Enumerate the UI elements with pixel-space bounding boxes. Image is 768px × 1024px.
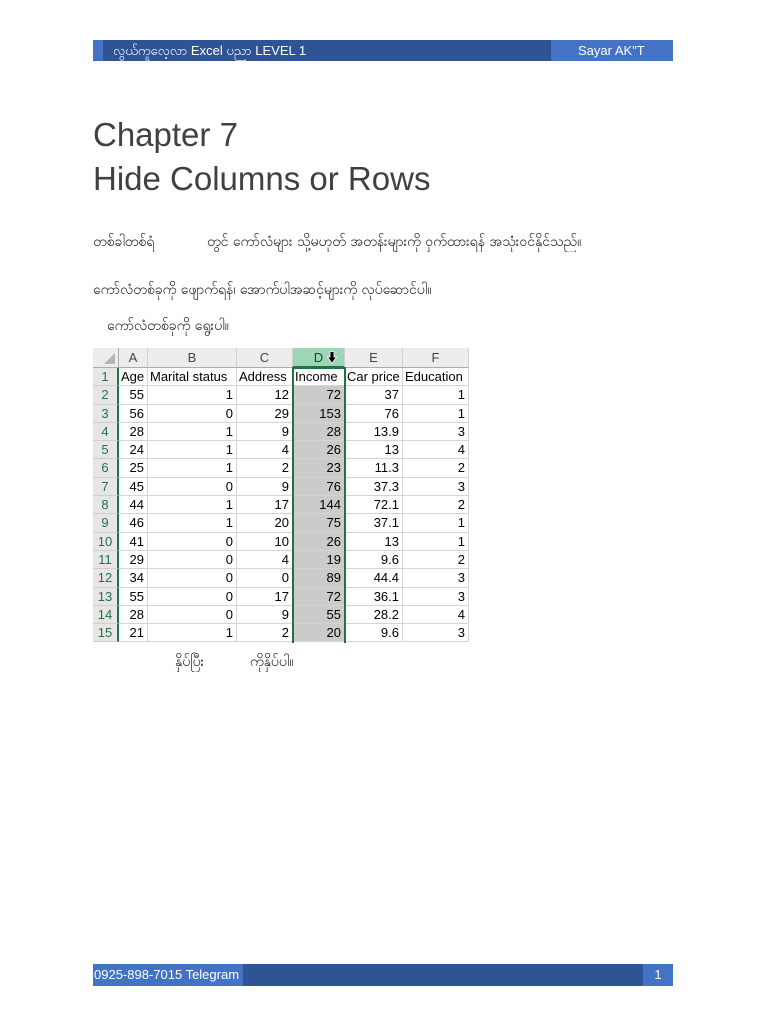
cell-F8: 2 (403, 496, 469, 514)
cell-F10: 1 (403, 533, 469, 551)
cell-C3: 29 (237, 405, 293, 423)
select-all-triangle-icon (104, 353, 115, 364)
cell-C7: 9 (237, 478, 293, 496)
cell-E6: 11.3 (345, 459, 403, 477)
steps-intro-text: ကော်လံတစ်ခုကို ဖျောက်ရန်၊ အောက်ပါအဆင့်များကို လုပ်ဆောင်ပါ။ (93, 282, 432, 298)
cell-C14: 9 (237, 606, 293, 624)
column-header-B: B (148, 348, 237, 368)
row-header-13: 13 (93, 588, 119, 606)
cell-E14: 28.2 (345, 606, 403, 624)
spreadsheet-screenshot (93, 348, 469, 643)
cell-B7: 0 (148, 478, 237, 496)
cell-B6: 1 (148, 459, 237, 477)
cell-C5: 4 (237, 441, 293, 459)
cell-D1: Income (293, 368, 345, 386)
cell-D9: 75 (293, 514, 345, 532)
cell-A5: 24 (119, 441, 148, 459)
row-header-5: 5 (93, 441, 119, 459)
cell-B13: 0 (148, 588, 237, 606)
cell-A3: 56 (119, 405, 148, 423)
row-header-9: 9 (93, 514, 119, 532)
footer-contact: 0925-898-7015 Telegram (94, 967, 240, 982)
cell-C12: 0 (237, 569, 293, 587)
intro-text-end: တွင် ကော်လံများ သို့မဟုတ် အတန်းများကို ဝှက်ထားရန် အသုံးဝင်နိုင်သည်။ (207, 234, 582, 250)
row-header-2: 2 (93, 386, 119, 404)
cell-B15: 1 (148, 624, 237, 642)
cell-D11: 19 (293, 551, 345, 569)
cell-E7: 37.3 (345, 478, 403, 496)
column-header-F: F (403, 348, 469, 368)
header-author: Sayar AK"T (578, 43, 645, 58)
row-header-14: 14 (93, 606, 119, 624)
cell-B3: 0 (148, 405, 237, 423)
cell-A8: 44 (119, 496, 148, 514)
column-header-E: E (345, 348, 403, 368)
cell-D2: 72 (293, 386, 345, 404)
column-header-A: A (119, 348, 148, 368)
cell-B5: 1 (148, 441, 237, 459)
step-1-text: ကော်လံတစ်ခုကို ရွေးပါ။ (107, 318, 229, 334)
intro-text-start: တစ်ခါတစ်ရံ (93, 234, 155, 250)
cell-D4: 28 (293, 423, 345, 441)
cell-C1: Address (237, 368, 293, 386)
cell-F12: 3 (403, 569, 469, 587)
cell-C2: 12 (237, 386, 293, 404)
row-header-1: 1 (93, 368, 119, 386)
cell-C10: 10 (237, 533, 293, 551)
cell-D10: 26 (293, 533, 345, 551)
cell-D14: 55 (293, 606, 345, 624)
cell-A11: 29 (119, 551, 148, 569)
row-header-8: 8 (93, 496, 119, 514)
select-all-corner (93, 348, 119, 368)
cell-E3: 76 (345, 405, 403, 423)
row-header-15: 15 (93, 624, 119, 642)
cell-E9: 37.1 (345, 514, 403, 532)
cell-D8: 144 (293, 496, 345, 514)
cell-A15: 21 (119, 624, 148, 642)
cell-E2: 37 (345, 386, 403, 404)
cell-B2: 1 (148, 386, 237, 404)
cell-A13: 55 (119, 588, 148, 606)
cell-A4: 28 (119, 423, 148, 441)
cell-F7: 3 (403, 478, 469, 496)
chapter-title: Hide Columns or Rows (93, 160, 431, 197)
footer-bar-middle (243, 964, 643, 986)
cell-A7: 45 (119, 478, 148, 496)
cell-B9: 1 (148, 514, 237, 532)
cell-D12: 89 (293, 569, 345, 587)
chapter-heading (93, 113, 673, 201)
cell-A10: 41 (119, 533, 148, 551)
selected-column-outline (292, 367, 346, 643)
cell-B1: Marital status (148, 368, 237, 386)
cell-F11: 2 (403, 551, 469, 569)
row-header-4: 4 (93, 423, 119, 441)
column-header-D: D (293, 348, 345, 368)
row-header-11: 11 (93, 551, 119, 569)
cell-C8: 17 (237, 496, 293, 514)
cell-B11: 0 (148, 551, 237, 569)
cell-E8: 72.1 (345, 496, 403, 514)
cell-F14: 4 (403, 606, 469, 624)
cell-A2: 55 (119, 386, 148, 404)
row-header-12: 12 (93, 569, 119, 587)
cell-C11: 4 (237, 551, 293, 569)
cell-B10: 0 (148, 533, 237, 551)
cell-E11: 9.6 (345, 551, 403, 569)
cell-F13: 3 (403, 588, 469, 606)
cell-A1: Age (119, 368, 148, 386)
cell-F15: 3 (403, 624, 469, 642)
cell-E12: 44.4 (345, 569, 403, 587)
cell-B14: 0 (148, 606, 237, 624)
page-number: 1 (654, 967, 662, 982)
cell-D5: 26 (293, 441, 345, 459)
cell-E13: 36.1 (345, 588, 403, 606)
cell-A6: 25 (119, 459, 148, 477)
cell-B4: 1 (148, 423, 237, 441)
cell-F4: 3 (403, 423, 469, 441)
cell-E15: 9.6 (345, 624, 403, 642)
cell-E4: 13.9 (345, 423, 403, 441)
cell-E10: 13 (345, 533, 403, 551)
cell-D7: 76 (293, 478, 345, 496)
step-2-text-start: နှိပ်ပြီး (175, 654, 205, 670)
row-header-10: 10 (93, 533, 119, 551)
cell-A14: 28 (119, 606, 148, 624)
row-header-3: 3 (93, 405, 119, 423)
cell-D13: 72 (293, 588, 345, 606)
cell-C4: 9 (237, 423, 293, 441)
cell-D3: 153 (293, 405, 345, 423)
spreadsheet-grid (93, 348, 469, 642)
cell-F1: Education (403, 368, 469, 386)
cell-F3: 1 (403, 405, 469, 423)
column-select-cursor-icon (327, 351, 337, 364)
step-2-text-end: ကိုနှိပ်ပါ။ (250, 654, 294, 670)
cell-C6: 2 (237, 459, 293, 477)
cell-A9: 46 (119, 514, 148, 532)
header-bar-left-strip (93, 40, 103, 61)
cell-C13: 17 (237, 588, 293, 606)
row-header-7: 7 (93, 478, 119, 496)
cell-B8: 1 (148, 496, 237, 514)
chapter-number: Chapter 7 (93, 116, 238, 153)
cell-F9: 1 (403, 514, 469, 532)
cell-D6: 23 (293, 459, 345, 477)
cell-F5: 4 (403, 441, 469, 459)
row-header-6: 6 (93, 459, 119, 477)
header-book-title: လွယ်ကူလေ့လာ Excel ပညာ LEVEL 1 (113, 43, 307, 58)
cell-D15: 20 (293, 624, 345, 642)
cell-A12: 34 (119, 569, 148, 587)
cell-E1: Car price (345, 368, 403, 386)
cell-B12: 0 (148, 569, 237, 587)
cell-F6: 2 (403, 459, 469, 477)
cell-C15: 2 (237, 624, 293, 642)
cell-C9: 20 (237, 514, 293, 532)
cell-E5: 13 (345, 441, 403, 459)
column-header-C: C (237, 348, 293, 368)
cell-F2: 1 (403, 386, 469, 404)
